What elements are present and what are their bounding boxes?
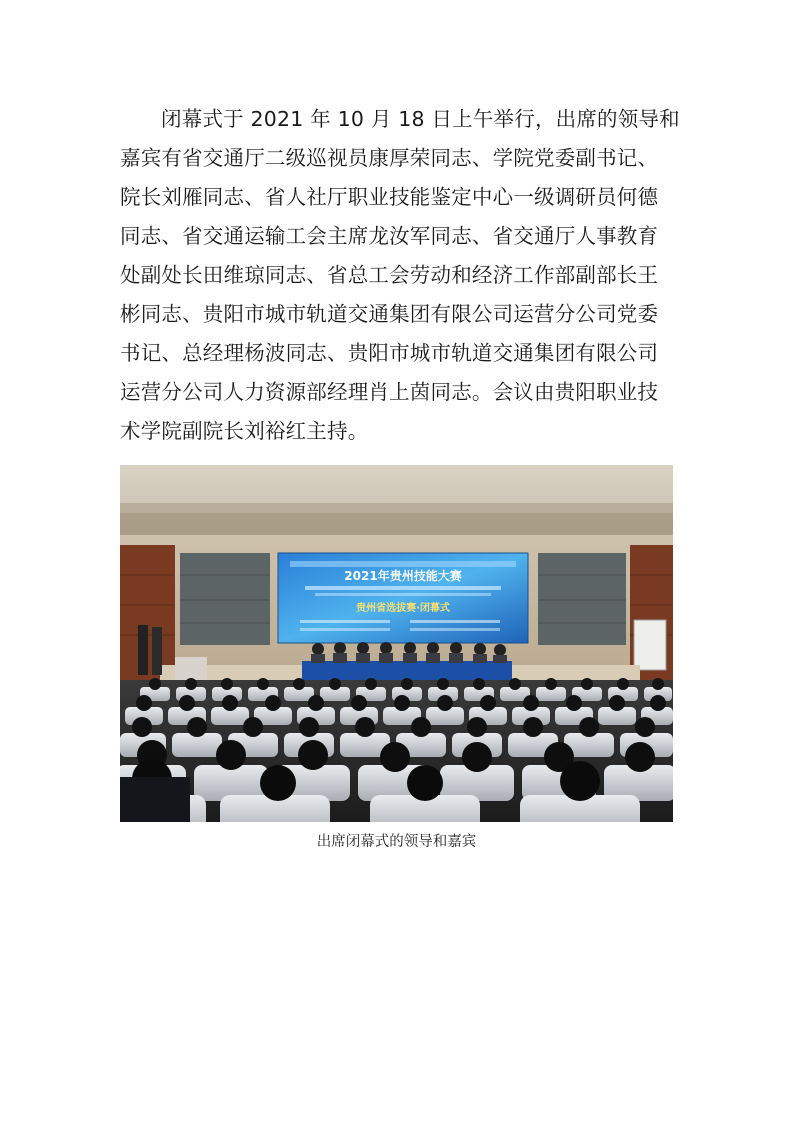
paragraph-line: 术学院副院长刘裕红主持。: [120, 419, 369, 443]
paragraph-line: 运营分公司人力资源部经理肖上茵同志。会议由贵阳职业技: [120, 380, 659, 404]
paragraph-line: 闭幕式于 2021 年 10 月 18 日上午举行，出席的领导和: [161, 107, 680, 131]
paragraph-line: 院长刘雁同志、省人社厅职业技能鉴定中心一级调研员何德: [120, 185, 659, 209]
screen-subtitle: 贵州省选拔赛·闭幕式: [356, 603, 450, 614]
event-photo: [120, 465, 673, 822]
paragraph-line: 处副处长田维琼同志、省总工会劳动和经济工作部副部长王: [120, 263, 659, 287]
screen-title: 2021年贵州技能大赛: [344, 569, 462, 583]
photo-caption: 出席闭幕式的领导和嘉宾: [316, 834, 477, 850]
paragraph-line: 同志、省交通运输工会主席龙汝军同志、省交通厅人事教育: [120, 224, 659, 248]
article-body: [120, 100, 680, 451]
paragraph-line: 书记、总经理杨波同志、贵阳市城市轨道交通集团有限公司: [120, 341, 659, 365]
paragraph-line: 彬同志、贵阳市城市轨道交通集团有限公司运营分公司党委: [120, 302, 659, 326]
paragraph-line: 嘉宾有省交通厅二级巡视员康厚荣同志、学院党委副书记、: [120, 146, 659, 170]
